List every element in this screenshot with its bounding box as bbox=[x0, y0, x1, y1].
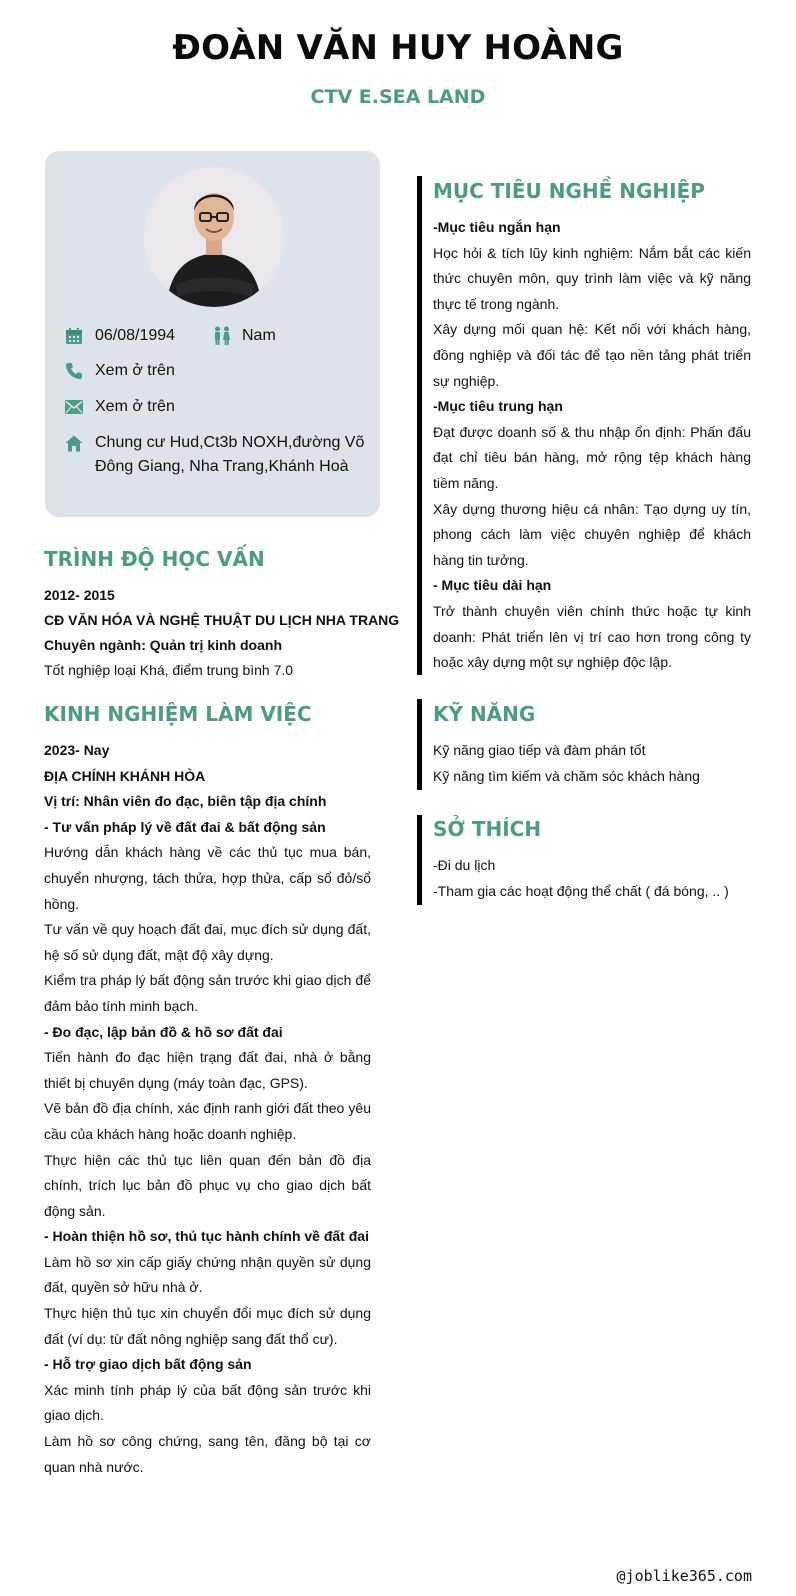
hobby-item: -Tham gia các hoạt động thể chất ( đá bóng, .. ) bbox=[433, 882, 729, 899]
gender-row bbox=[212, 324, 276, 348]
objective-items bbox=[433, 215, 751, 676]
experience-item: - Hoàn thiện hồ sơ, thủ tục hành chính về đất đai bbox=[44, 1228, 369, 1245]
experience-items bbox=[44, 815, 371, 1480]
education-school: CĐ VĂN HÓA VÀ NGHỆ THUẬT DU LỊCH NHA TRANG bbox=[44, 612, 400, 628]
objective-item: Trở thành chuyên viên chính thức hoặc tự kinh doanh: Phát triển lên vị trí cao hơn trong công ty hoặc xây dựng một sự nghiệp độc lập. bbox=[433, 602, 751, 671]
objective-block bbox=[433, 215, 751, 676]
gender-icon bbox=[212, 324, 242, 348]
home-icon bbox=[65, 431, 95, 455]
address-row bbox=[65, 431, 364, 479]
experience-item: - Hỗ trợ giao dịch bất động sản bbox=[44, 1356, 252, 1373]
phone-icon bbox=[65, 359, 95, 383]
experience-item: Tư vấn về quy hoạch đất đai, mục đích sử dụng đất, hệ số sử dụng đất, mật độ xây dựng. bbox=[44, 921, 371, 963]
experience-company: ĐỊA CHÍNH KHÁNH HÒA bbox=[44, 767, 206, 784]
skills-block bbox=[433, 738, 751, 789]
education-block bbox=[44, 583, 400, 683]
education-major: Chuyên ngành: Quản trị kinh doanh bbox=[44, 637, 282, 653]
experience-title: KINH NGHIỆM LÀM VIỆC bbox=[44, 702, 312, 726]
hobby-item: -Đi du lịch bbox=[433, 857, 496, 873]
hobbies-accent-bar bbox=[417, 815, 422, 905]
skills-title: KỸ NĂNG bbox=[433, 702, 536, 726]
skills-items bbox=[433, 738, 751, 789]
experience-item: - Tư vấn pháp lý về đất đai & bất động sản bbox=[44, 818, 326, 835]
education-result: Tốt nghiệp loại Khá, điểm trung bình 7.0 bbox=[44, 662, 294, 678]
objective-item: Học hỏi & tích lũy kinh nghiệm: Nắm bắt các kiến thức chuyên môn, quy trình làm việc và kỹ năng thực tế trong ngành. bbox=[433, 244, 751, 312]
education-title: TRÌNH ĐỘ HỌC VẤN bbox=[44, 547, 265, 571]
watermark: @joblike365.com bbox=[616, 1567, 752, 1585]
experience-period: 2023- Nay bbox=[44, 742, 110, 758]
objective-item: - Mục tiêu dài hạn bbox=[433, 577, 552, 594]
email-row bbox=[65, 395, 175, 419]
hobbies-title: SỞ THÍCH bbox=[433, 817, 542, 841]
avatar bbox=[144, 167, 284, 307]
experience-item: Thực hiện các thủ tục liên quan đến bản đồ địa chính, trích lục bản đồ phục vụ cho giao dịch bất động sản. bbox=[44, 1151, 371, 1219]
objective-item: Xây dựng thương hiệu cá nhân: Tạo dựng uy tín, phong cách làm việc chuyên nghiệp để khách hàng tin tưởng. bbox=[433, 500, 751, 568]
objective-item: Xây dựng mối quan hệ: Kết nối với khách hàng, đồng nghiệp và đối tác để tạo nền tảng phát triển sự nghiệp. bbox=[433, 321, 751, 389]
objective-item: -Mục tiêu trung hạn bbox=[433, 398, 563, 415]
experience-position: Vị trí: Nhân viên đo đạc, biên tập địa chính bbox=[44, 793, 327, 810]
experience-block bbox=[44, 738, 371, 1480]
skill-item: Kỹ năng giao tiếp và đàm phán tốt bbox=[433, 742, 646, 758]
hobbies-block bbox=[433, 853, 751, 904]
birthdate-row bbox=[65, 324, 175, 348]
candidate-name: ĐOÀN VĂN HUY HOÀNG bbox=[172, 28, 624, 68]
address-line-1: Chung cư Hud,Ct3b NOXH,đường Võ bbox=[95, 434, 365, 451]
email-value: Xem ở trên bbox=[95, 398, 175, 415]
address-value bbox=[95, 431, 364, 479]
candidate-role: CTV E.SEA LAND bbox=[310, 86, 486, 108]
birthdate-value: 06/08/1994 bbox=[95, 327, 176, 344]
skill-item: Kỹ năng tìm kiếm và chăm sóc khách hàng bbox=[433, 767, 700, 784]
address-line-2: Đông Giang, Nha Trang,Khánh Hoà bbox=[95, 458, 349, 475]
objective-item: -Mục tiêu ngắn hạn bbox=[433, 219, 561, 235]
cv-header bbox=[0, 26, 796, 110]
objective-accent-bar bbox=[417, 176, 422, 675]
experience-item: Kiểm tra pháp lý bất động sản trước khi giao dịch để đảm bảo tính minh bạch. bbox=[44, 972, 371, 1014]
experience-item: Thực hiện thủ tục xin chuyển đổi mục đích sử dụng đất (ví dụ: từ đất nông nghiệp sang đất thổ cư). bbox=[44, 1305, 371, 1347]
experience-item: Vẽ bản đồ địa chính, xác định ranh giới đất theo yêu cầu của khách hàng hoặc doanh nghiệp. bbox=[44, 1100, 371, 1142]
experience-item: - Đo đạc, lập bản đồ & hồ sơ đất đai bbox=[44, 1023, 283, 1040]
education-period: 2012- 2015 bbox=[44, 587, 115, 603]
experience-item: Xác minh tính pháp lý của bất động sản trước khi giao dịch. bbox=[44, 1381, 371, 1424]
experience-item: Hướng dẫn khách hàng về các thủ tục mua bán, chuyển nhượng, tách thửa, hợp thửa, cấp sổ đỏ/sổ hồng. bbox=[44, 844, 371, 912]
gender-value: Nam bbox=[242, 327, 276, 344]
objective-item: Đạt được doanh số & thu nhập ổn định: Phấn đấu đạt chỉ tiêu bán hàng, mở rộng tệp khách hàng tiềm năng. bbox=[433, 423, 751, 491]
skills-accent-bar bbox=[417, 699, 422, 790]
hobbies-items bbox=[433, 853, 751, 904]
phone-value: Xem ở trên bbox=[95, 362, 175, 379]
experience-item: Tiến hành đo đạc hiện trạng đất đai, nhà ở bằng thiết bị chuyên dụng (máy toàn đạc, GPS). bbox=[44, 1049, 371, 1091]
avatar-photo bbox=[144, 167, 284, 307]
phone-row bbox=[65, 359, 175, 383]
envelope-icon bbox=[65, 395, 95, 419]
profile-card bbox=[45, 151, 380, 517]
experience-item: Làm hồ sơ công chứng, sang tên, đăng bộ tại cơ quan nhà nước. bbox=[44, 1433, 371, 1475]
calendar-icon bbox=[65, 324, 95, 348]
objective-title: MỤC TIÊU NGHỀ NGHIỆP bbox=[433, 179, 705, 203]
experience-item: Làm hồ sơ xin cấp giấy chứng nhận quyền sử dụng đất, quyền sở hữu nhà ở. bbox=[44, 1253, 371, 1296]
